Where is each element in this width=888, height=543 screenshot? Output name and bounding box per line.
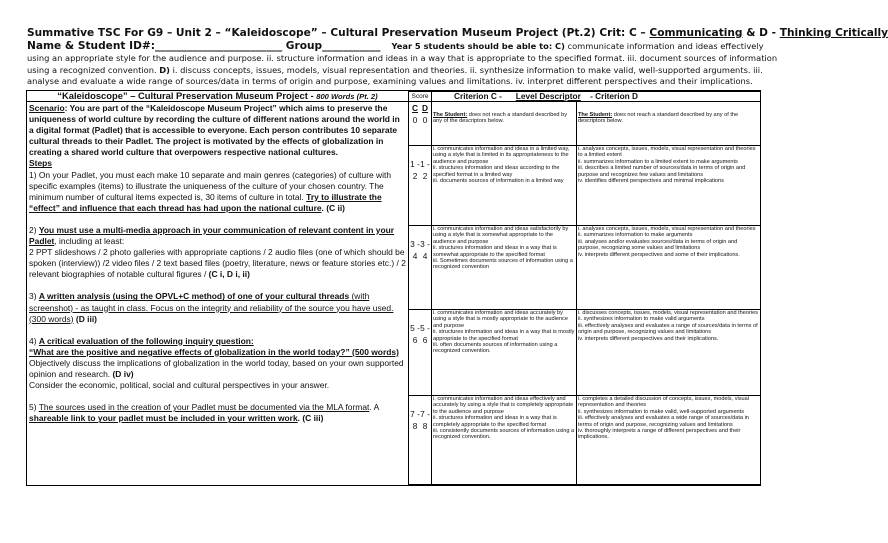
year5-label: Year 5 students should be able to: C) <box>391 41 565 51</box>
rubric-row: 3 - 4 3 - 4 i. communicates information and ideas satisfactorily by using a style that is somewhat appropriate to the audience and purpose ii. structures information and ideas in a way that is somewhat appropriate to the specified format iii. Sometimes documents sources of information using a recognized convention i. analyses concepts, issues, models, visual representation and theories ii. summarizes information to make arguments iii. analyses and/or evaluates sources/data in terms of origin and purpose, recognizing some values and limitations iv. interprets different perspectives and some of their implications. <box>409 226 761 310</box>
step-3: 3) A written analysis (using the OPVL+C method) of one of your cultural threads (with screenshot) - as taught in class. Focus on the integrity and reliability of the source you have used. (300 words) (D iii) <box>29 291 394 324</box>
score-header: Score <box>409 92 432 102</box>
objectives-line-1: using an appropriate style for the audience and purpose. ii. structure information and ideas in a way that is appropriate to the specified format. iii. document sources of information <box>27 53 778 63</box>
task-table <box>26 90 761 486</box>
step-2-list: 2 PPT slideshows / 2 photo galleries with appropriate captions / 2 audio files (one of which should be spoken (interview)) /2 video files / 2 text based files (poetry, literature, news or feature stories etc.) / 2 relevant biographies of notable cultural figures / (C i, D i, ii) <box>29 247 406 280</box>
step-2: 2) You must use a multi-media approach in your communication of relevant content in your Padlet, including at least: <box>29 224 395 247</box>
task-description-panel <box>27 91 409 485</box>
project-title: “Kaleidoscope” – Cultural Preservation Museum Project - 800 Words (Pt. 2) <box>27 91 408 102</box>
document-header <box>27 27 888 88</box>
scenario: Scenario: You are part of the “Kaleidoscope Museum Project” which aims to preserve the uniqueness of world culture by recording the culture of different nations around the world in a digital format (Padlet) that is accessible to everyone. Each person contributes 10 separate cultural threads to their Padlet. The project is motivated by the effects of globalization in creating a shared world culture that overpowers respective national cultures. <box>29 103 400 158</box>
rubric-row: C 0 D 0 The Student: does not reach a standard described by any of the descriptors below. The Student: does not reach a standard described by any of the descriptors below. <box>409 102 761 146</box>
step-4-body: “What are the positive and negative effects of globalization in the world today?” (500 words) Objectively discuss the implications of globalization in the world today, based on your own supported opinion and research. (D iv) <box>29 346 404 379</box>
objectives-line-3: analyse and evaluate a wide range of sources/data in terms of origin and purpose, examining values and limitations. iv. interpret different perspectives and their implications. <box>27 76 753 86</box>
rubric-table <box>408 91 761 485</box>
rubric-row: 7 - 8 7 - 8 i. communicates information and ideas effectively and accurately by using a style that is completely appropriate to the audience and purpose ii. structures information and ideas in a way that is completely appropriate to the specified format iii. consistently documents sources of information using a recognized convention. i. completes a detailed discussion of concepts, issues, models, visual representation and theories ii. synthesizes information to make valid, well-supported arguments iii. effectively analyses and evaluates a wide range of sources/data in terms of origin and purpose, recognizing values and limitations iv. thoroughly interprets a range of different perspectives and their implications. <box>409 396 761 485</box>
step-5: 5) The sources used in the creation of your Padlet must be documented via the MLA format. A shareable link to your padlet must be included in your written work. (C iii) <box>29 402 379 424</box>
task-body <box>27 102 408 424</box>
document-title: Summative TSC For G9 – Unit 2 – “Kaleidoscope” – Cultural Preservation Museum Project (Pt.2) Crit: C – Communicating & D - Thinking Critically <box>27 27 888 39</box>
steps-label: Steps <box>29 158 52 169</box>
step-4: 4) A critical evaluation of the following inquiry question: <box>29 335 254 346</box>
rubric-header-row <box>409 92 761 102</box>
name-line: Name & Student ID#:________________________ Group___________ Year 5 students should be able to: C) communicate information and ideas effectively <box>27 40 764 52</box>
criteria-header: Criterion C - Level Descriptor - Criterion D <box>432 92 761 102</box>
objectives-line-2: using a recognized convention. D) i. discuss concepts, issues, models, visual representation and theories. ii. synthesize information to make valid, well-supported arguments. iii. <box>27 64 763 75</box>
rubric-row: 5 - 6 5 - 6 i. communicates information and ideas accurately by using a style that is mostly appropriate to the audience and purpose ii. structures information and ideas in a way that is mostly appropriate to the specified format iii. often documents sources of information using a recognized convention. i. discusses concepts, issues, models, visual representation and theories ii. synthesizes information to make valid arguments iii. effectively analyses and evaluates a range of sources/data in terms of origin and purpose, recognizing values and limitations iv. interprets different perspectives and their implications. <box>409 310 761 396</box>
step-4-note: Consider the economic, political, social and cultural perspectives in your answer. <box>29 380 330 391</box>
rubric-panel <box>408 91 760 485</box>
rubric-row: 1 - 2 1 - 2 i. communicates information and ideas in a limited way, using a style that is limited in its appropriateness to the audience and purpose ii. structures information and ideas according to the specified format in a limited way iii. documents sources of information in a limited way i. analyses concepts, issues, models, visual representation and theories to a limited extent ii. summarizes information to a limited extent to make arguments iii. describes a limited number of sources/data in terms of origin and purpose and recognizes few values and limitations iv. identifies different perspectives and minimal implications <box>409 146 761 226</box>
step-1: 1) On your Padlet, you must each make 10 separate and main genres (categories) of culture with specific examples (items) to illustrate the uniqueness of the culture of your chosen country. The minimum number of cultural items expected is, 30 items of culture in total. Try to illustrate the “effect” and influence that each thread has had upon the national culture. (C ii) <box>29 169 392 213</box>
